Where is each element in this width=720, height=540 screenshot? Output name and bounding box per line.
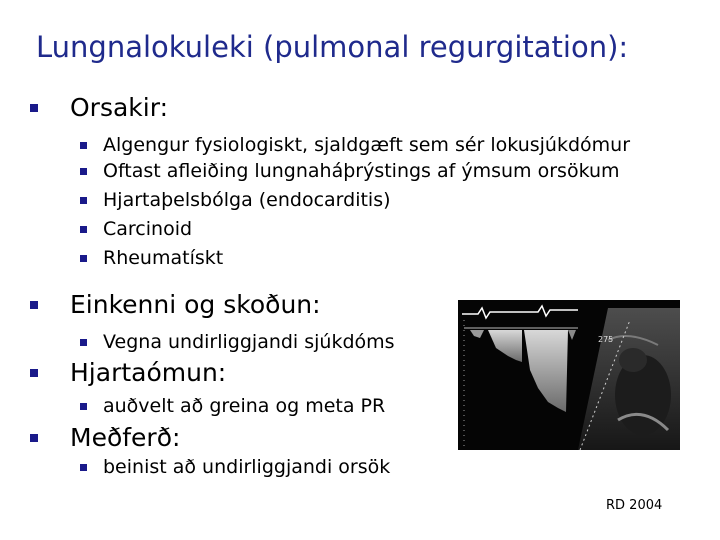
sub-bullet-text: Carcinoid <box>103 218 193 240</box>
sub-bullet-text: auðvelt að greina og meta PR <box>103 395 386 417</box>
sub-bullet-text: Vegna undirliggjandi sjúkdóms <box>103 331 395 353</box>
bullet-square-icon <box>80 226 87 233</box>
bullet-square-icon <box>80 339 87 346</box>
sub-bullet-text: beinist að undirliggjandi orsök <box>103 456 391 478</box>
section-heading: Orsakir: <box>70 93 168 122</box>
bullet-square-icon <box>80 168 87 175</box>
bullet-square-icon <box>30 434 38 442</box>
slide-title: Lungnalokuleki (pulmonal regurgitation): <box>36 30 629 64</box>
bullet-square-icon <box>30 369 38 377</box>
echo-readout: 275 <box>598 335 614 344</box>
bullet-square-icon <box>30 104 38 112</box>
sub-bullet-text: Oftast afleiðing lungnaháþrýstings af ýmsum orsökum <box>103 160 620 182</box>
bullet-square-icon <box>80 464 87 471</box>
section-heading: Meðferð: <box>70 423 181 452</box>
bullet-square-icon <box>30 301 38 309</box>
bullet-square-icon <box>80 142 87 149</box>
sub-bullet-text: Algengur fysiologiskt, sjaldgæft sem sér lokusjúkdómur <box>103 134 631 156</box>
sub-bullet-text: Hjartaþelsbólga (endocarditis) <box>103 189 391 211</box>
section-heading: Hjartaómun: <box>70 358 227 387</box>
section-heading: Einkenni og skoðun: <box>70 290 321 319</box>
author-credit: RD 2004 <box>606 498 663 513</box>
bullet-square-icon <box>80 403 87 410</box>
sub-bullet-text: Rheumatískt <box>103 247 224 269</box>
echocardiogram-graphic <box>458 300 680 450</box>
bullet-square-icon <box>80 255 87 262</box>
echocardiogram-doppler-image <box>458 300 680 450</box>
bullet-square-icon <box>80 197 87 204</box>
